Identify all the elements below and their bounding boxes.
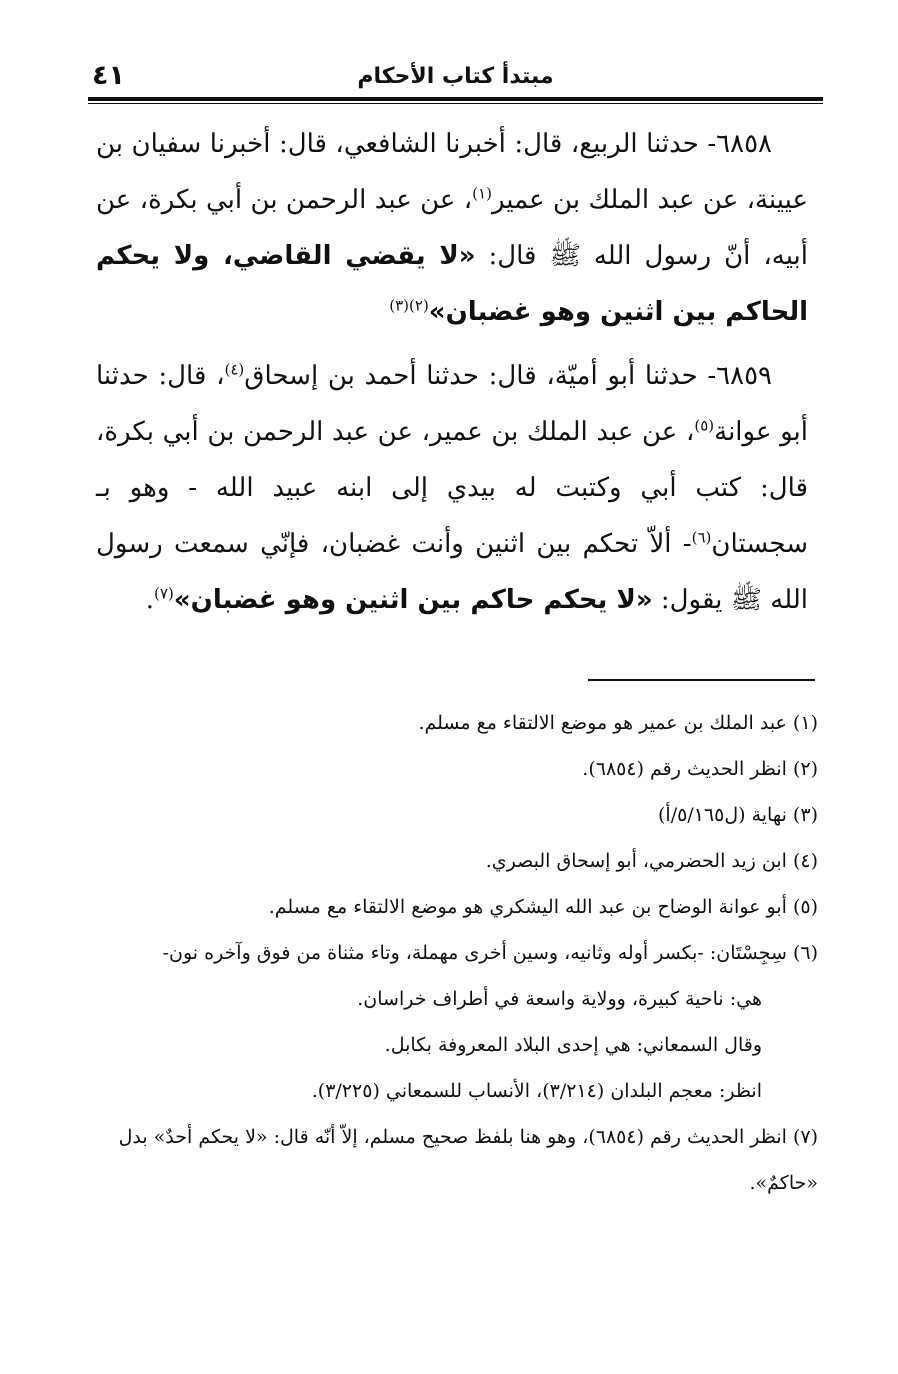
footnote-ref: (١) bbox=[472, 184, 492, 203]
footnote-6: (٦) سِجِسْتَان: -بكسر أوله وثانيه، وسين أخرى مهملة، وتاء مثناة من فوق وآخره نون- bbox=[162, 942, 818, 964]
footnote-separator bbox=[588, 679, 815, 681]
footnote-6-line-3: وقال السمعاني: هي إحدى البلاد المعروفة بكابل. bbox=[384, 1034, 762, 1056]
footnote-2: (٢) انظر الحديث رقم (٦٨٥٤). bbox=[582, 758, 818, 780]
hadith-6858: ٦٨٥٨- حدثنا الربيع، قال: أخبرنا الشافعي، قال: أخبرنا سفيان بن عيينة، عن عبد الملك بن عمير$^{(١)}$، عن عبد الرحمن بن أبي بكرة، عن أبيه، أنّ رسول الله ﷺ قال: «لا يقضي القاضي، ولا يحكم الحاكم بين اثنين وهو غضبان»$^{(٢)(٣)}$ bbox=[96, 129, 809, 327]
footnote-4: (٤) ابن زيد الحضرمي، أبو إسحاق البصري. bbox=[485, 850, 818, 872]
header-rule-thin bbox=[88, 103, 823, 104]
footnote-ref: (٥) bbox=[694, 416, 715, 435]
footnote-ref: (٦) bbox=[691, 528, 712, 547]
footnote-ref: (٤) bbox=[224, 360, 245, 379]
footnote-ref: (٧) bbox=[154, 584, 174, 603]
footnote-6-line-4: انظر: معجم البلدان (٣/٢١٤)، الأنساب للسمعاني (٣/٢٢٥). bbox=[311, 1080, 762, 1102]
hadith-6859: ٦٨٥٩- حدثنا أبو أميّة، قال: حدثنا أحمد بن إسحاق$^{(٤)}$، قال: حدثنا أبو عوانة$^{(٥)}$، عن عبد الملك بن عمير، عن عبد الرحمن بن أبي بكرة، قال: كتب أبي وكتبت له بيدي إلى ابنه عبيد الله - وهو بـ سجستان$^{(٦)}$- ألاّ تحكم بين اثنين وأنت غضبان، فإنّي سمعت رسول الله ﷺ يقول: «لا يحكم حاكم بين اثنين وهو غضبان»$^{(٧)}$. bbox=[96, 360, 808, 615]
footnote-7: (٧) انظر الحديث رقم (٦٨٥٤)، وهو هنا بلفظ صحيح مسلم، إلاّ أنّه قال: «لا يحكم أحدٌ» بدل «حاكمٌ». bbox=[118, 1126, 818, 1194]
page-number: ٤١ bbox=[92, 60, 125, 91]
footnote-ref: (٢)(٣) bbox=[389, 296, 429, 315]
footnote-1: (١) عبد الملك بن عمير هو موضع الالتقاء مع مسلم. bbox=[418, 712, 818, 734]
footnote-6-line-2: هي: ناحية كبيرة، وولاية واسعة في أطراف خراسان. bbox=[357, 988, 762, 1010]
footnotes bbox=[96, 700, 818, 1206]
running-header bbox=[88, 62, 823, 94]
footnote-3: (٣) نهاية (ل٥/١٦٥/أ) bbox=[658, 804, 818, 826]
header-rule-thick bbox=[88, 97, 823, 101]
main-text bbox=[96, 116, 808, 636]
hadith-quote: «لا يقضي القاضي، ولا يحكم الحاكم بين اثنين وهو غضبان» bbox=[96, 241, 808, 327]
footnote-5: (٥) أبو عوانة الوضاح بن عبد الله اليشكري هو موضع الالتقاء مع مسلم. bbox=[268, 896, 818, 918]
hadith-quote: «لا يحكم حاكم بين اثنين وهو غضبان» bbox=[173, 585, 653, 615]
chapter-title: مبتدأ كتاب الأحكام bbox=[357, 64, 554, 89]
